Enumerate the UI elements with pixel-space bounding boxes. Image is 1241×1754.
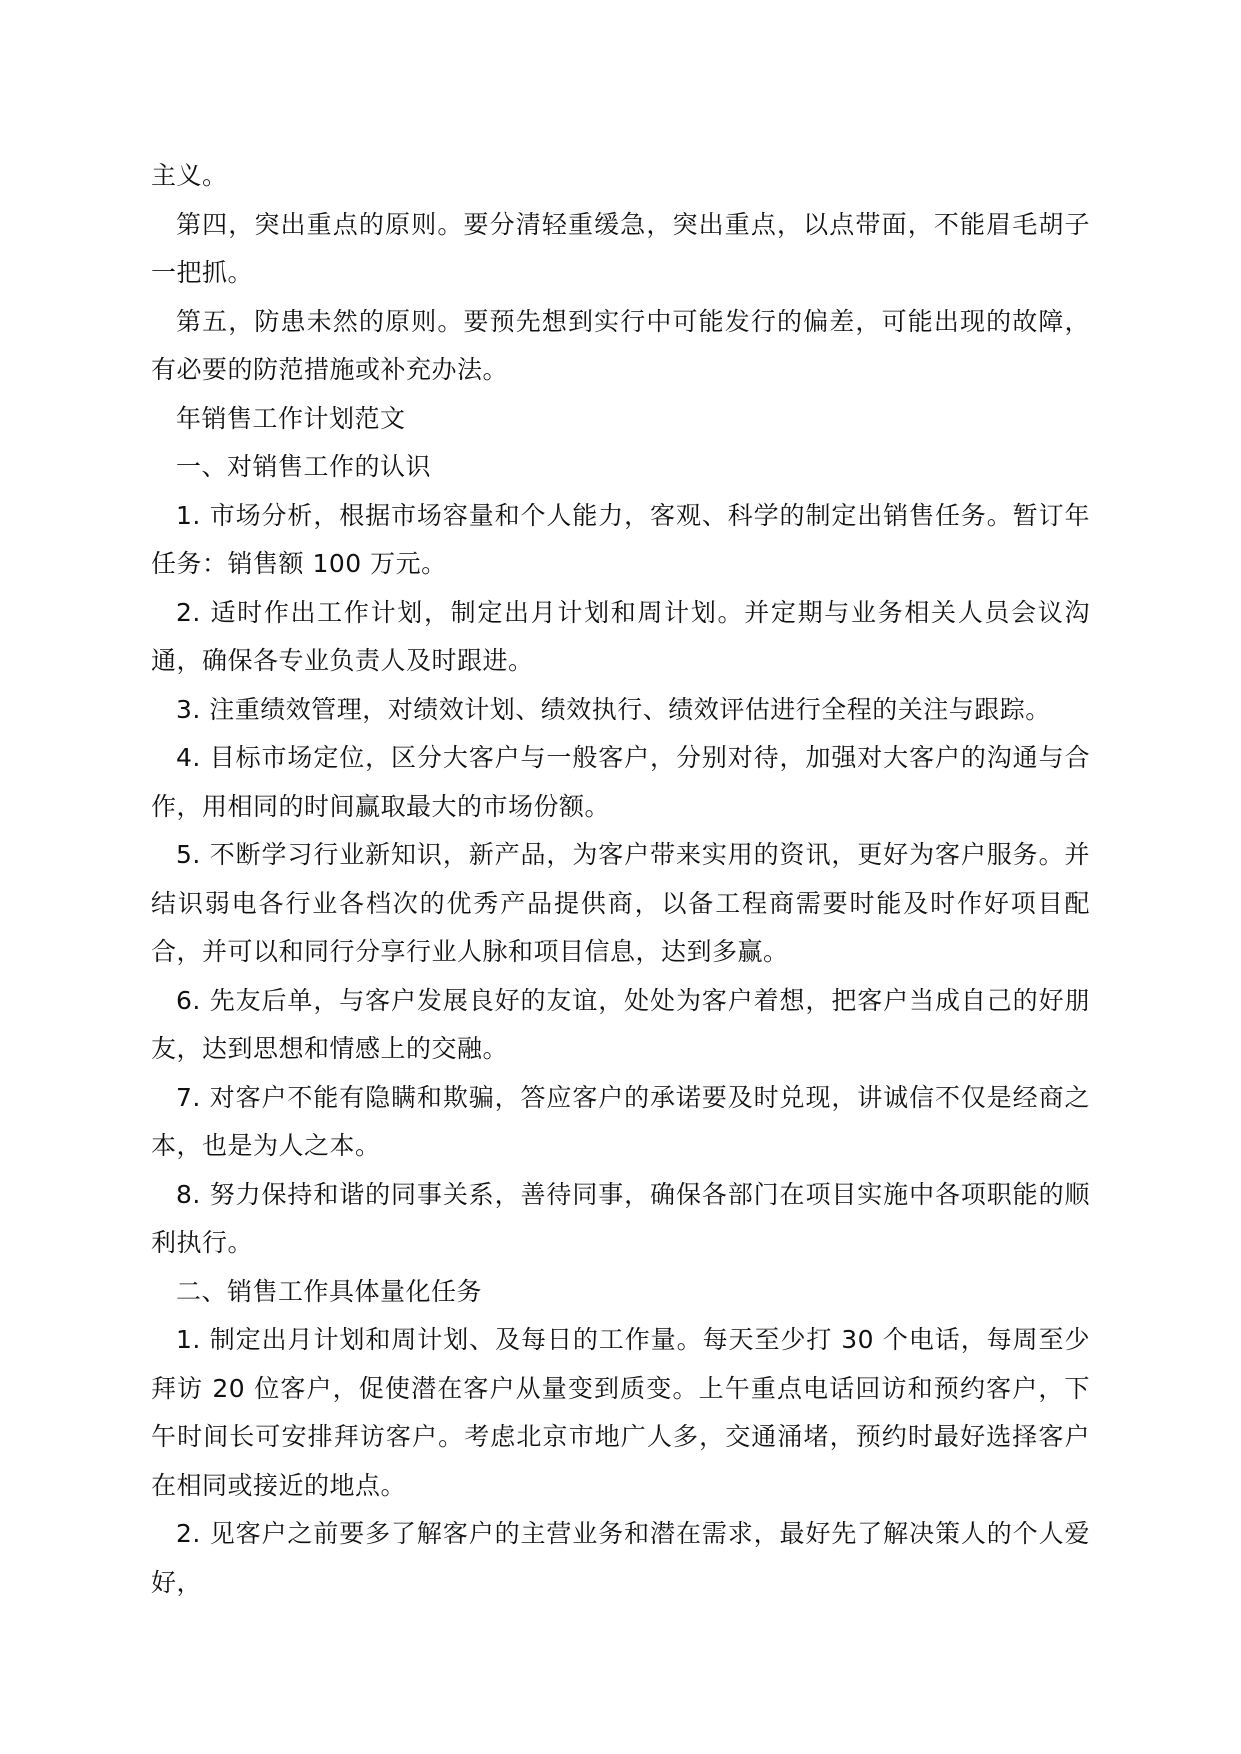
paragraph: 第五，防患未然的原则。要预先想到实行中可能发行的偏差，可能出现的故障，有必要的防范措施或补充办法。 xyxy=(151,306,1090,384)
list-item: 1. 制定出月计划和周计划、及每日的工作量。每天至少打 30 个电话，每周至少拜访 20 位客户，促使潜在客户从量变到质变。上午重点电话回访和预约客户，下午时间长可安排拜访客户。考虑北京市地广人多，交通涌堵，预约时最好选择客户在相同或接近的地点。 xyxy=(151,1325,1090,1500)
list-item: 2. 适时作出工作计划，制定出月计划和周计划。并定期与业务相关人员会议沟通，确保各专业负责人及时跟进。 xyxy=(151,597,1090,675)
list-item: 1. 市场分析，根据市场容量和个人能力，客观、科学的制定出销售任务。暂订年任务：销售额 100 万元。 xyxy=(151,500,1090,578)
section-title: 年销售工作计划范文 xyxy=(176,403,406,433)
section-heading: 二、销售工作具体量化任务 xyxy=(176,1276,483,1306)
document-body xyxy=(151,152,1090,1607)
paragraph: 主义。 xyxy=(151,161,228,190)
list-item: 5. 不断学习行业新知识，新产品，为客户带来实用的资讯，更好为客户服务。并结识弱电各行业各档次的优秀产品提供商，以备工程商需要时能及时作好项目配合，并可以和同行分享行业人脉和项目信息，达到多赢。 xyxy=(151,840,1090,966)
list-item: 7. 对客户不能有隐瞒和欺骗，答应客户的承诺要及时兑现，讲诚信不仅是经商之本，也是为人之本。 xyxy=(151,1082,1090,1160)
list-item: 3. 注重绩效管理，对绩效计划、绩效执行、绩效评估进行全程的关注与跟踪。 xyxy=(176,694,1051,724)
section-heading: 一、对销售工作的认识 xyxy=(176,452,432,481)
list-item: 6. 先友后单，与客户发展良好的友谊，处处为客户着想，把客户当成自己的好朋友，达到思想和情感上的交融。 xyxy=(151,985,1090,1063)
list-item: 4. 目标市场定位，区分大客户与一般客户，分别对待，加强对大客户的沟通与合作，用相同的时间赢取最大的市场份额。 xyxy=(151,743,1090,821)
list-item: 8. 努力保持和谐的同事关系，善待同事，确保各部门在项目实施中各项职能的顺利执行。 xyxy=(151,1179,1090,1257)
paragraph: 第四，突出重点的原则。要分清轻重缓急，突出重点，以点带面，不能眉毛胡子一把抓。 xyxy=(151,209,1090,287)
list-item: 2. 见客户之前要多了解客户的主营业务和潜在需求，最好先了解决策人的个人爱好， xyxy=(151,1519,1090,1597)
